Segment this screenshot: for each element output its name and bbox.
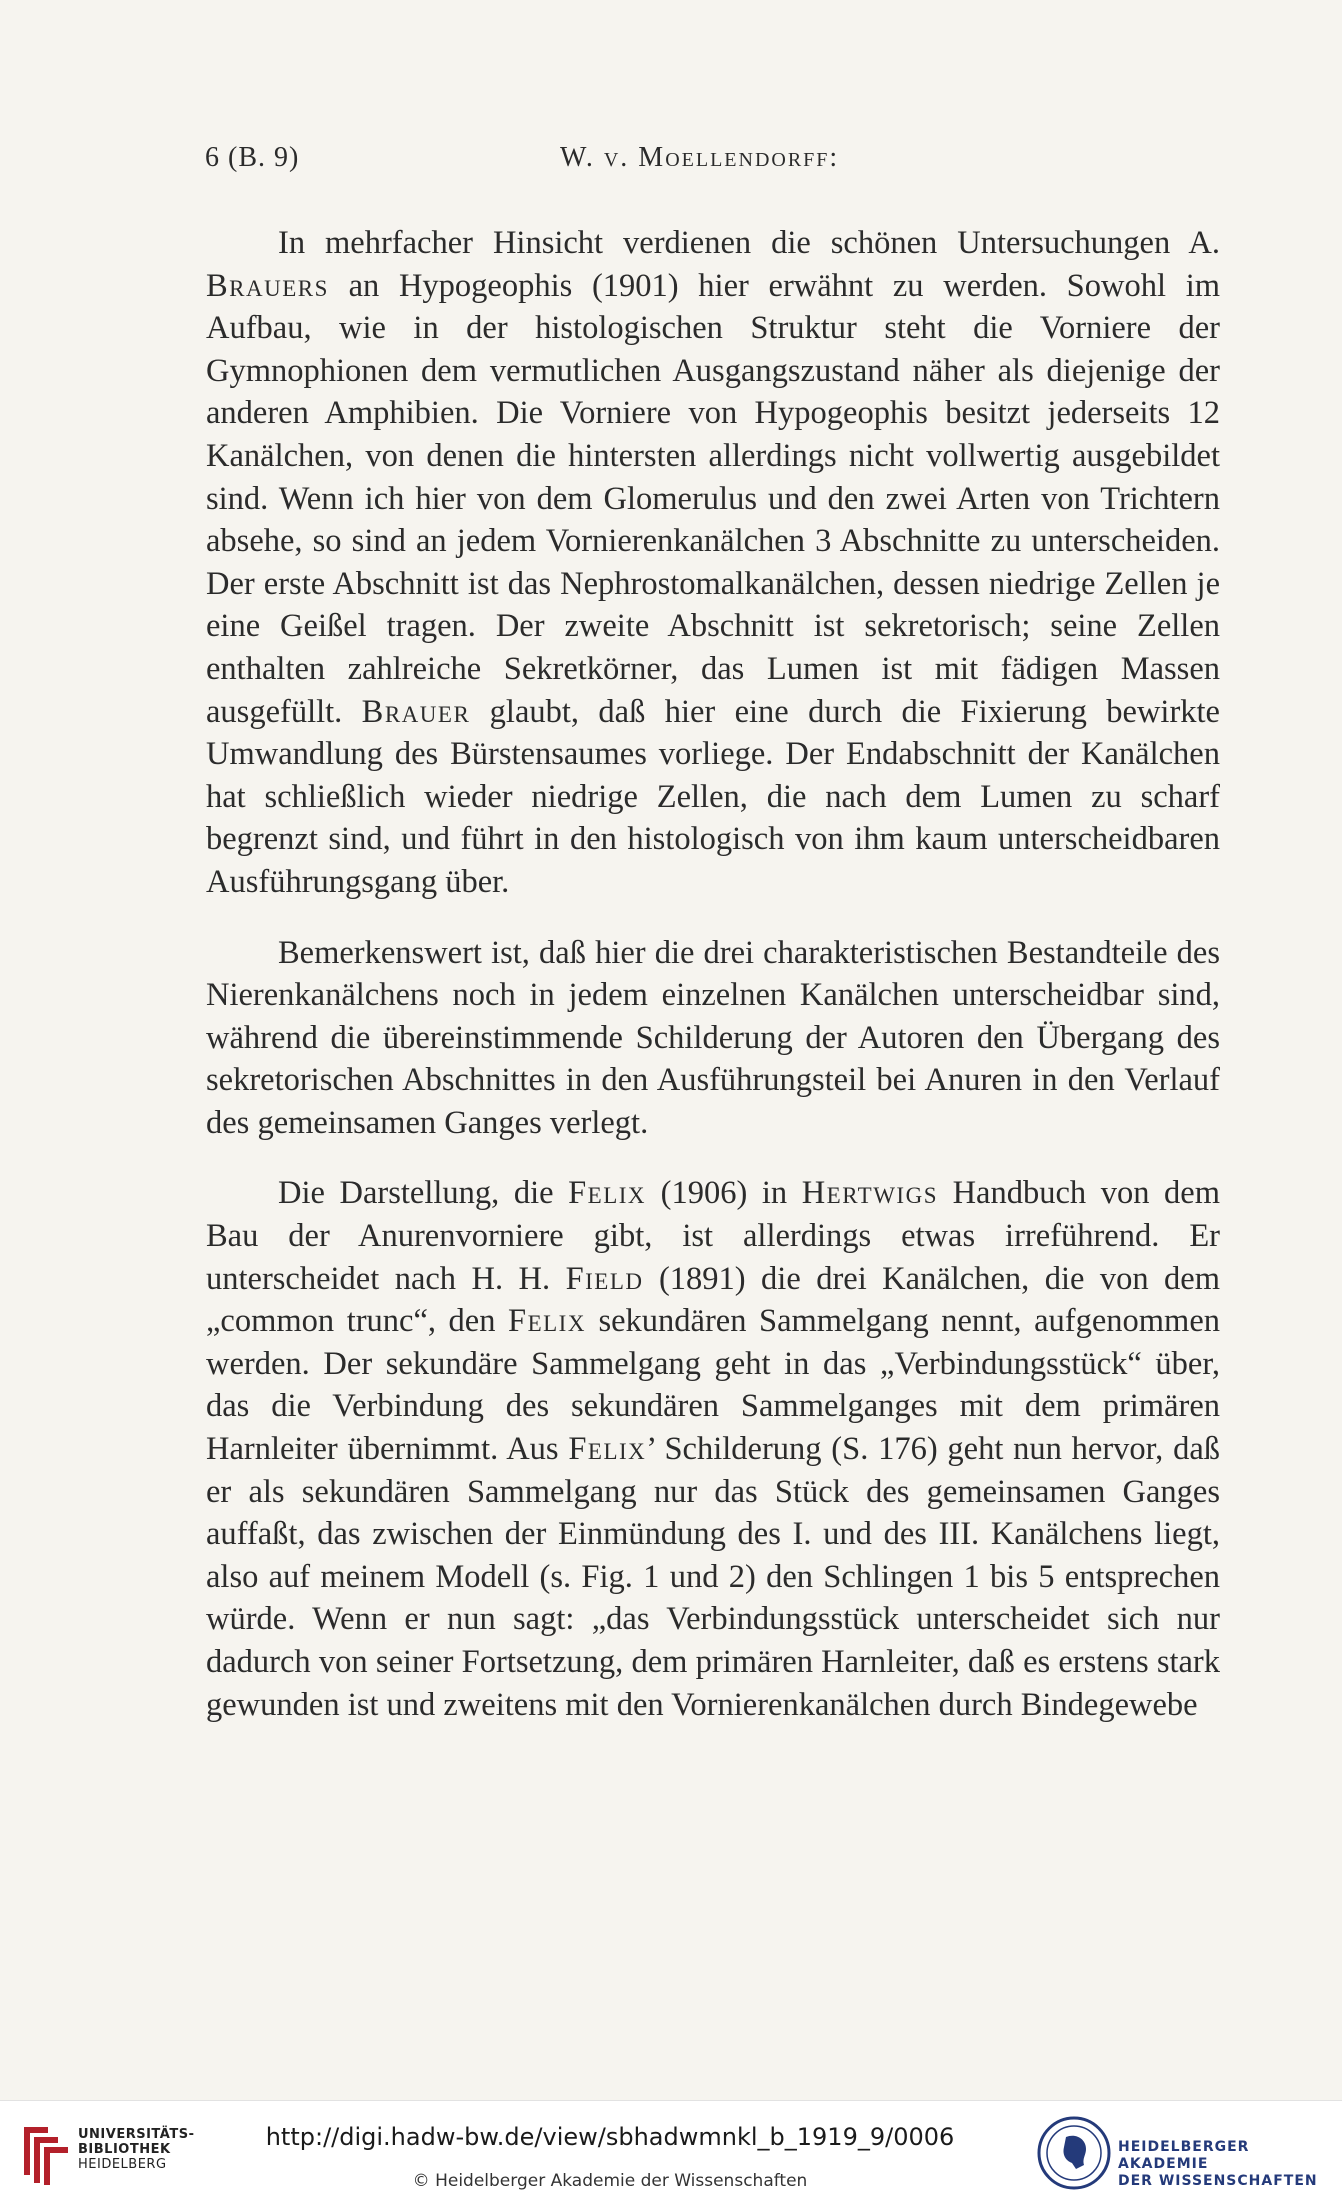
ub-line: UNIVERSITÄTS- — [78, 2127, 195, 2142]
text-run: Bemerkenswert ist, daß hier die drei charakteristischen Bestandteile des Nierenkanälchens noch in jedem einzelnen Kanälchen unterscheidbar sind, während die übereinstimmende Schilderung der Autoren den Übergang des sekretorischen Abschnittes in den Ausführungsteil bei Anuren in den Verlauf des gemeinsamen Ganges verlegt. — [206, 934, 1220, 1141]
hadw-line: HEIDELBERGER AKADEMIE — [1118, 2139, 1250, 2172]
ub-heidelberg-logo-icon[interactable] — [14, 2119, 74, 2189]
text-run: ’ Schilderung (S. 176) geht nun hervor, daß er als sekundären Sammelgang nur das Stück des gemeinsamen Ganges auffaßt, das zwischen der Einmündung des I. und des III. Kanälchens liegt, also auf meinem Modell (s. Fig. 1 und 2) den Schlingen 1 bis 5 entsprechen würde. Wenn er nun sagt: „das Verbindungsstück unterscheidet sich nur dadurch von seiner Fortsetzung, dem primären Harnleiter, daß es erstens stark gewunden ist und zweitens mit den Vornierenkanälchen durch Bindegewebe — [206, 1431, 1220, 1723]
text-run: Handbuch von dem Bau der Anurenvorniere gibt, ist allerdings etwas irreführend. Er unterscheidet nach H. H. — [206, 1175, 1220, 1297]
author-name: Felix — [568, 1175, 647, 1212]
text-run: (1906) in — [646, 1175, 802, 1212]
hadw-line: DER WISSENSCHAFTEN — [1118, 2173, 1318, 2189]
paragraph — [206, 932, 1220, 1145]
author-name: Brauers — [206, 267, 329, 304]
paragraph — [206, 222, 1220, 904]
author-name: Brauer — [361, 693, 471, 730]
permalink-url[interactable]: http://digi.hadw-bw.de/view/sbhadwmnkl_b_1919_9/0006 — [265, 2123, 955, 2151]
text-run: glaubt, daß hier eine durch die Fixierung bewirkte Umwandlung des Bürstensaumes vorliege. Der Endabschnitt der Kanälchen hat schließlich wieder niedrige Zellen, die nach dem Lumen zu scharf begrenzt sind, und führt in den histologisch von ihm kaum unterscheidbaren Ausführungsgang über. — [206, 693, 1220, 900]
text-run: Die Darstellung, die — [278, 1175, 569, 1212]
ub-line: BIBLIOTHEK — [78, 2142, 171, 2157]
footer-bar — [0, 2100, 1342, 2209]
body-text — [206, 222, 1220, 1726]
author-name: Field — [565, 1260, 644, 1297]
running-author: W. v. Moellendorff: — [560, 142, 840, 173]
text-run: (1891) die drei Kanälchen, die von dem „common trunc“, den — [206, 1260, 1220, 1340]
author-name: Felix — [568, 1431, 647, 1468]
ub-line: HEIDELBERG — [78, 2157, 167, 2172]
paragraph — [206, 1172, 1220, 1726]
text-run: In mehrfacher Hinsicht verdienen die schönen Untersuchungen A. — [278, 225, 1220, 261]
text-run: an Hypogeophis (1901) hier erwähnt zu werden. Sowohl im Aufbau, wie in der histologischen Struktur steht die Vorniere der Gymnophionen dem vermutlichen Ausgangszustand näher als diejenige der anderen Amphibien. Die Vorniere von Hypogeophis besitzt jederseits 12 Kanälchen, von denen die hintersten allerdings nicht vollwertig ausgebildet sind. Wenn ich hier von dem Glomerulus und den zwei Arten von Trichtern absehe, so sind an jedem Vornierenkanälchen 3 Abschnitte zu unterscheiden. Der erste Abschnitt ist das Nephrostomalkanälchen, dessen niedrige Zellen je eine Geißel tragen. Der zweite Abschnitt ist sekretorisch; seine Zellen enthalten zahlreiche Sekretkörner, das Lumen ist mit fädigen Massen ausgefüllt. — [206, 267, 1220, 730]
author-name: Hertwigs — [801, 1175, 938, 1212]
copyright-notice: © Heidelberger Akademie der Wissenschaften — [412, 2171, 808, 2191]
author-name: Felix — [508, 1303, 586, 1340]
hadw-seal-logo-icon[interactable] — [1036, 2115, 1112, 2191]
text-run: sekundären Sammelgang nennt, aufgenommen werden. Der sekundäre Sammelgang geht in das „Verbindungsstück“ über, das die Verbindung des sekundären Sammelganges mit dem primären Harnleiter übernimmt. Aus — [206, 1303, 1220, 1468]
ub-heidelberg-name — [78, 2127, 194, 2172]
hadw-name — [1118, 2139, 1342, 2190]
page-number: 6 (B. 9) — [205, 142, 300, 173]
